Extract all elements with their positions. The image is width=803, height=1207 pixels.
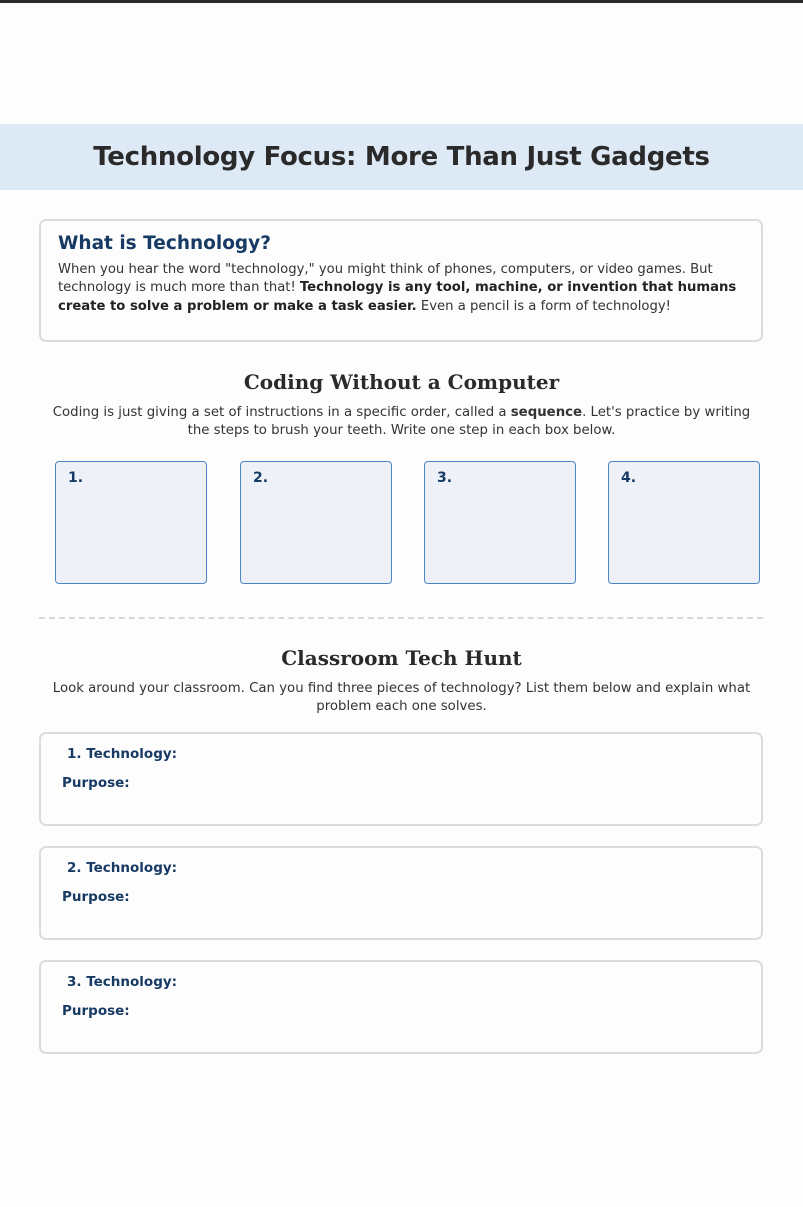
hunt-instructions: Look around your classroom. Can you find three pieces of technology? List them below and explain what problem each one solves. bbox=[52, 681, 751, 714]
hunt-section-title: Classroom Tech Hunt bbox=[281, 646, 522, 670]
purpose-label: Purpose: bbox=[62, 889, 130, 905]
coding-section-title: Coding Without a Computer bbox=[243, 370, 560, 394]
page-title: Technology Focus: More Than Just Gadgets bbox=[93, 142, 710, 172]
title-banner bbox=[0, 124, 803, 190]
step-number: 1. bbox=[68, 470, 84, 486]
card-text-part2: Even a pencil is a form of technology! bbox=[416, 298, 671, 314]
coding-text-bold: sequence bbox=[510, 405, 583, 420]
purpose-label: Purpose: bbox=[62, 775, 130, 791]
step-box-2[interactable] bbox=[240, 461, 392, 584]
section-divider bbox=[39, 617, 763, 619]
card-text-part1: When you hear the word "technology," you might think of phones, computers, or video games. But technology is much more than that! bbox=[58, 262, 713, 296]
top-rule bbox=[0, 0, 803, 3]
step-box-1[interactable] bbox=[55, 461, 207, 584]
what-is-technology-card bbox=[39, 219, 763, 342]
card-text bbox=[58, 261, 744, 316]
hunt-item-3[interactable] bbox=[39, 960, 763, 1054]
step-box-4[interactable] bbox=[608, 461, 760, 584]
coding-text-part2: . Let's practice by writing the steps to brush your teeth. Write one step in each box below. bbox=[187, 405, 751, 438]
step-number: 2. bbox=[253, 470, 269, 486]
purpose-label: Purpose: bbox=[62, 1003, 130, 1019]
technology-label: 2. Technology: bbox=[67, 860, 178, 876]
technology-label: 3. Technology: bbox=[67, 974, 178, 990]
card-text-bold: Technology is any tool, machine, or invention that humans create to solve a problem or make a task easier. bbox=[58, 280, 737, 314]
step-number: 3. bbox=[437, 470, 453, 486]
step-box-3[interactable] bbox=[424, 461, 576, 584]
card-heading: What is Technology? bbox=[58, 233, 271, 254]
coding-text-part1: Coding is just giving a set of instructions in a specific order, called a bbox=[52, 405, 511, 420]
hunt-item-2[interactable] bbox=[39, 846, 763, 940]
hunt-item-1[interactable] bbox=[39, 732, 763, 826]
technology-label: 1. Technology: bbox=[67, 746, 178, 762]
step-number: 4. bbox=[621, 470, 637, 486]
coding-instructions bbox=[40, 404, 763, 439]
